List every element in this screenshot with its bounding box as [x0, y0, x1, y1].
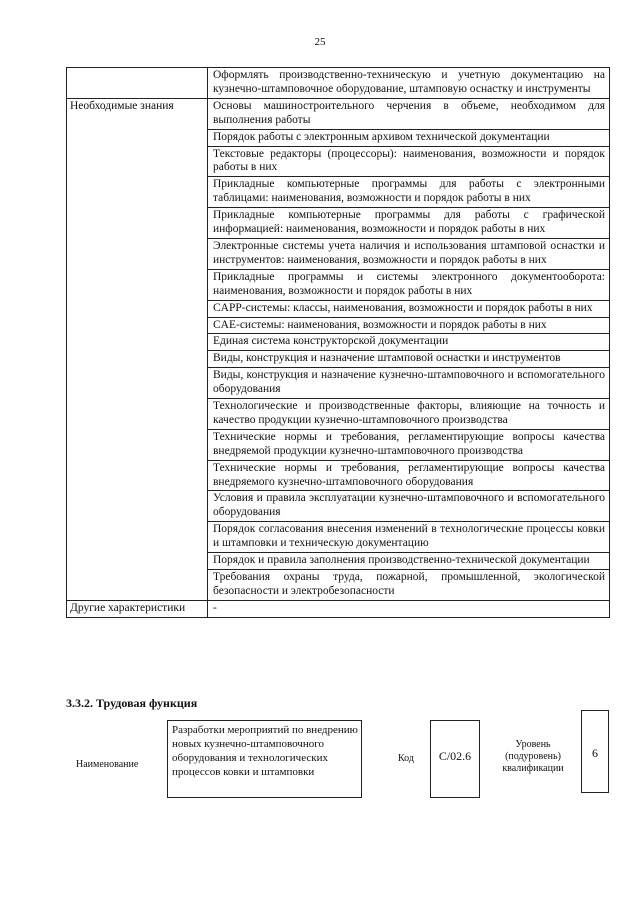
requirements-table-body	[67, 68, 610, 618]
other-characteristics-value: -	[208, 600, 610, 617]
table-cell-action: Оформлять производственно-техническую и учетную документацию на кузнечно-штамповочное оборудование, штамповую оснастку и инструменты	[208, 68, 610, 99]
knowledge-item: Порядок согласования внесения изменений в технологические процессы ковки и штамповки и техническую документацию	[208, 522, 610, 553]
knowledge-item: Прикладные программы и системы электронного документооборота: наименования, возможности и порядок работы в них	[208, 269, 610, 300]
knowledge-item: Основы машиностроительного черчения в объеме, необходимом для выполнения работы	[208, 98, 610, 129]
requirements-table	[66, 67, 610, 618]
knowledge-item: Требования охраны труда, пожарной, промышленной, экологической безопасности и электробезопасности	[208, 570, 610, 601]
table-cell-empty	[67, 68, 208, 99]
code-label: Код	[398, 753, 414, 764]
knowledge-label: Необходимые знания	[67, 98, 208, 600]
knowledge-item: Условия и правила эксплуатации кузнечно-штамповочного и вспомогательного оборудования	[208, 491, 610, 522]
knowledge-item: Технические нормы и требования, регламентирующие вопросы качества внедряемого кузнечно-штамповочного оборудования	[208, 460, 610, 491]
knowledge-item: CAPP-системы: классы, наименования, возможности и порядок работы в них	[208, 300, 610, 317]
knowledge-item: Виды, конструкция и назначение кузнечно-штамповочного и вспомогательного оборудования	[208, 368, 610, 399]
level-value-box: 6	[581, 710, 609, 793]
section-title: 3.3.2. Трудовая функция	[66, 696, 198, 710]
knowledge-item: Текстовые редакторы (процессоры): наименования, возможности и порядок работы в них	[208, 146, 610, 177]
page-number: 25	[314, 36, 326, 48]
knowledge-item: Прикладные компьютерные программы для работы с графической информацией: наименования, возможности и порядок работы в них	[208, 208, 610, 239]
knowledge-item: Виды, конструкция и назначение штамповой оснастки и инструментов	[208, 351, 610, 368]
knowledge-item: Электронные системы учета наличия и использования штамповой оснастки и инструментов: наименования, возможности и порядок работы в них	[208, 238, 610, 269]
name-label: Наименование	[76, 759, 139, 770]
table-row	[67, 600, 610, 617]
knowledge-item: CAE-системы: наименования, возможности и порядок работы в них	[208, 317, 610, 334]
knowledge-item: Технические нормы и требования, регламентирующие вопросы качества внедряемой продукции кузнечно-штамповочного производства	[208, 429, 610, 460]
other-characteristics-label: Другие характеристики	[67, 600, 208, 617]
knowledge-item: Порядок работы с электронным архивом технической документации	[208, 129, 610, 146]
knowledge-item: Технологические и производственные факторы, влияющие на точность и качество продукции кузнечно-штамповочного производства	[208, 399, 610, 430]
table-row	[67, 98, 610, 129]
knowledge-item: Порядок и правила заполнения производственно-технической документации	[208, 553, 610, 570]
table-row	[67, 68, 610, 99]
level-label: Уровень (подуровень) квалификации	[502, 739, 564, 774]
knowledge-item: Прикладные компьютерные программы для работы с электронными таблицами: наименования, возможности и порядок работы в них	[208, 177, 610, 208]
code-value-box: C/02.6	[430, 720, 480, 798]
knowledge-item: Единая система конструкторской документации	[208, 334, 610, 351]
name-value-box: Разработки мероприятий по внедрению новых кузнечно-штамповочного оборудования и технологических процессов ковки и штамповки	[167, 720, 362, 798]
